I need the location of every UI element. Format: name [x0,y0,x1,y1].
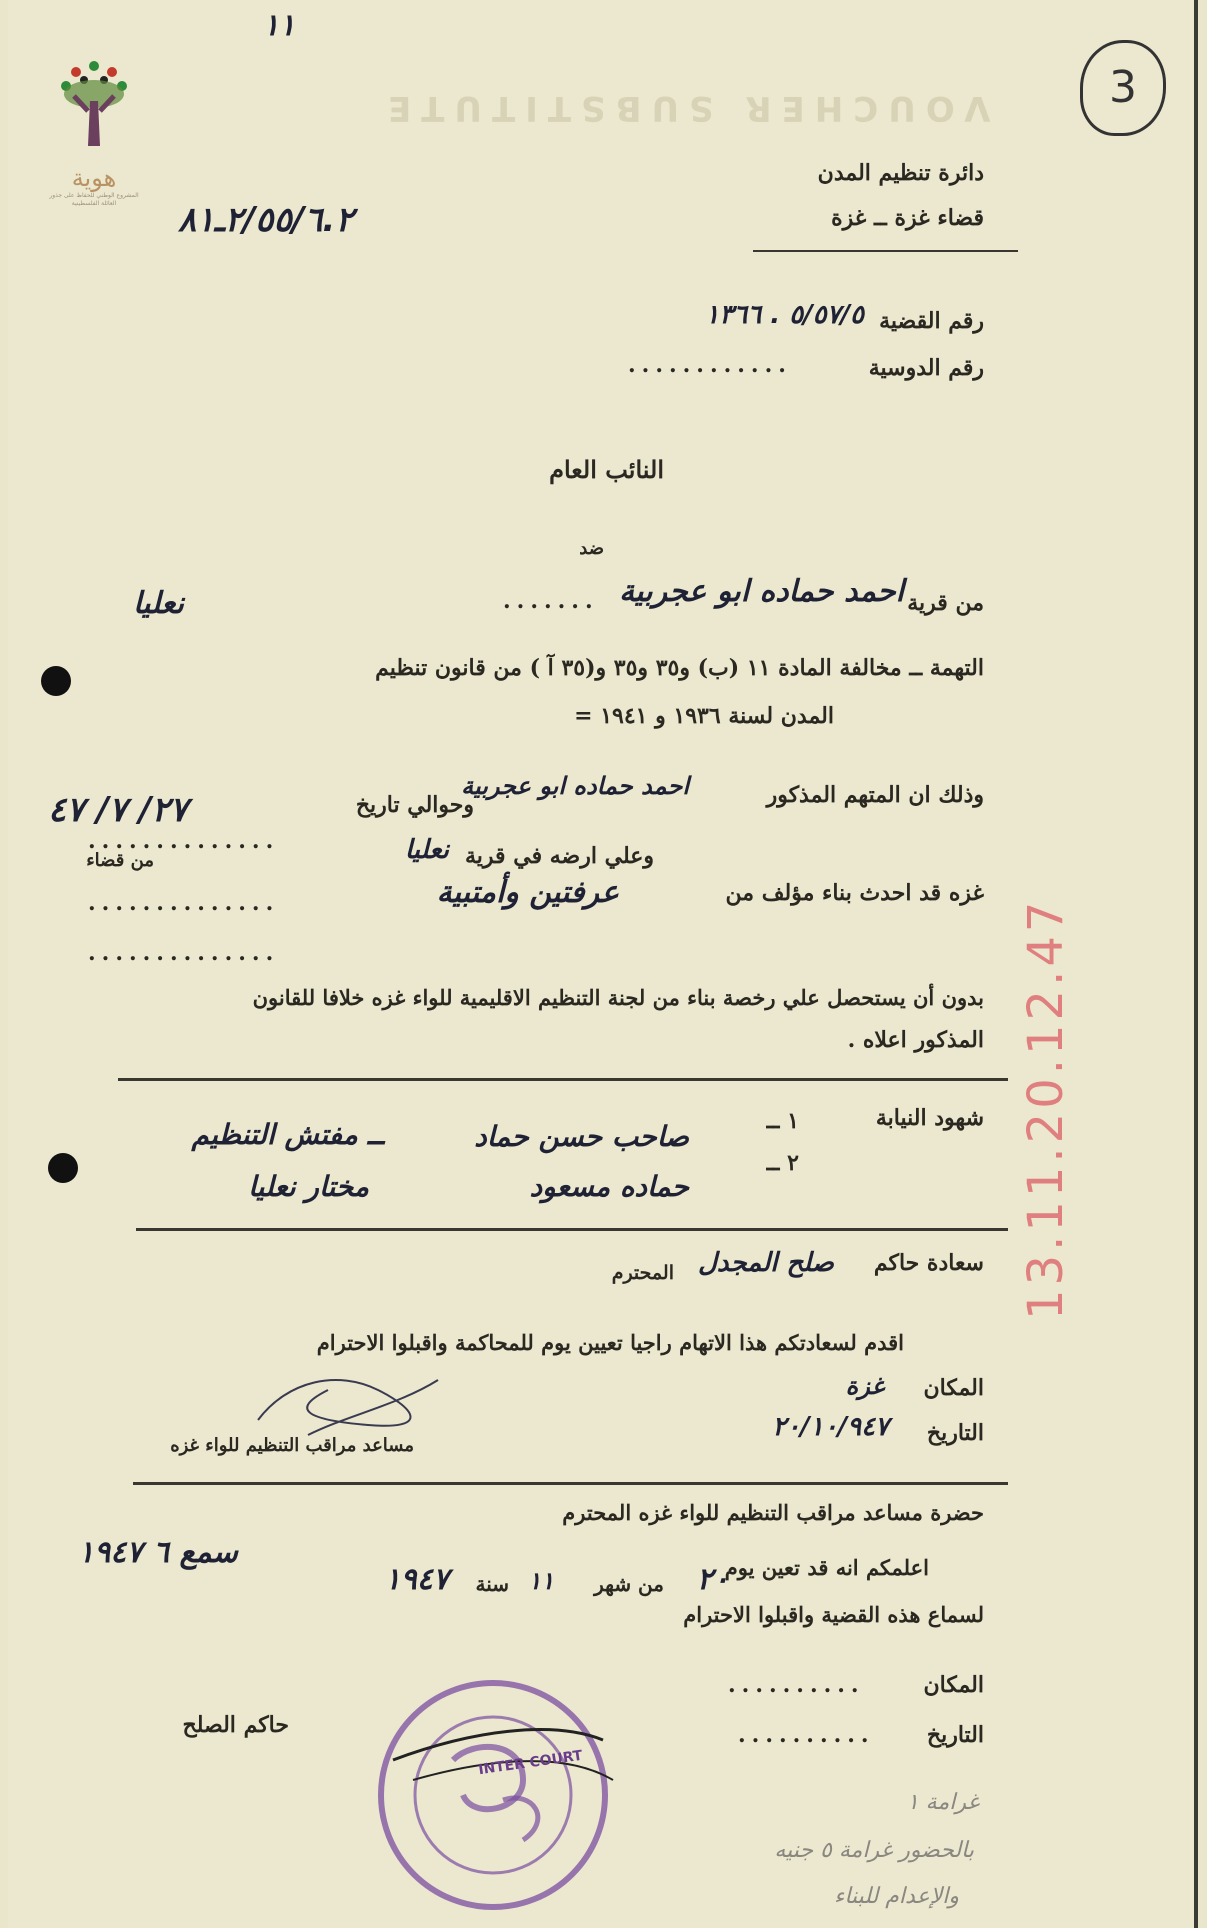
reply-signer: حاكم الصلح [182,1712,289,1738]
logo-subtitle: المشروع الوطني للحفاظ على جذور العائلة الفلسطينية [49,192,139,207]
details-line-3-prefix: غزه قد احدث بناء مؤلف من [725,880,984,906]
details-line-4: بدون أن يستحصل علي رخصة بناء من لجنة التنظيم الاقليمية للواء غزه خلافا للقانون [252,985,984,1010]
witness-1-name: صاحب حسن حماد [474,1120,689,1153]
details-dots-1: .............. [88,828,280,854]
reply-place-label: المكان [923,1672,984,1698]
file-number-label: رقم الدوسية [868,355,984,381]
top-hand-mark: ١١ [263,8,296,43]
request-date-value: ٢٠/١٠/٩٤٧ [772,1412,889,1442]
reply-month-label: من شهر [594,1572,664,1596]
details-line-2-prefix: وعلي ارضه في قرية [465,843,654,869]
tree-logo-icon [54,56,134,156]
pencil-note-3: والإعدام للبناء [834,1884,959,1909]
details-line-1-suffix: وحوالي تاريخ [355,792,474,818]
request-addressee-hand: صلح المجدل [697,1248,834,1278]
witness-1-number: ١ ــ [766,1108,799,1134]
against-label: ضد [579,538,604,559]
pencil-note-2: بالحضور غرامة ٥ جنيه [774,1838,974,1863]
request-place-label: المكان [923,1375,984,1401]
details-line-1-prefix: وذلك ان المتهم المذكور [766,782,984,808]
witness-2-role: مختار نعليا [248,1170,369,1203]
seal-text: INTER COURT [477,1747,584,1779]
details-line-2-suffix: من قضاء [86,850,154,871]
reply-hand-note: سمع ٦ ١٩٤٧ [78,1535,238,1570]
reply-place-dots: .......... [728,1672,865,1698]
reply-date-label: التاريخ [926,1722,984,1748]
request-addressee-suffix: المحترم [611,1262,674,1284]
district-title: قضاء غزة ــ غزة [831,205,984,231]
logo-name: هوية [71,164,117,192]
pencil-note-1: غرامة ١ [906,1790,979,1815]
voucher-watermark: VOUCHER SUBSTITUTE [378,88,991,128]
request-signer: مساعد مراقب التنظيم للواء غزه [170,1435,414,1456]
file-number-dots: ............ [628,352,792,378]
reply-body-prefix: اعلمكم انه قد تعين يوم [724,1555,929,1580]
department-title: دائرة تنظيم المدن [817,160,984,186]
case-number-value: ٥/٥٧/٥ . ١٣٦٦ [705,300,864,330]
witness-2-name: حماده مسعود [529,1170,689,1203]
accused-leading-dots: ....... [503,588,599,614]
witness-1-role: ــ مفتش التنظيم [191,1118,384,1151]
reply-closing: لسماع هذه القضية واقبلوا الاحترام [683,1602,984,1627]
details-line-5: المذكور اعلاه . [847,1027,984,1053]
reply-year-label: سنة [475,1572,509,1596]
accused-name: احمد حماده ابو عجربية [619,574,904,609]
request-date-label: التاريخ [926,1420,984,1446]
charge-line-1: التهمة ــ مخالفة المادة ١١ (ب) و٣٥ و٣٥ و(٣٥ آ ) من قانون تنظيم [375,655,984,681]
punch-hole-bottom [48,1153,78,1183]
page-number-mark: 3 [1080,40,1166,136]
reply-month: ١١ [528,1567,554,1595]
offense-date: ٢٧/ ٧/ ٤٧ [48,790,188,830]
document-page [8,0,1198,1928]
request-addressee: سعادة حاكم [873,1250,984,1276]
request-divider [133,1482,1008,1485]
reply-addressee: حضرة مساعد مراقب التنظيم للواء غزه المحترم [562,1500,984,1525]
punch-hole-top [41,666,71,696]
details-accused-name: احمد حماده ابو عجربية [461,772,689,800]
details-village: نعليا [404,835,449,865]
witness-2-number: ٢ ــ [766,1150,799,1176]
details-divider [118,1078,1008,1081]
details-dots-3: .............. [88,940,280,966]
signature-scribble [248,1360,448,1450]
hawiya-logo [46,56,142,216]
request-body: اقدم لسعادتكم هذا الاتهام راجيا تعيين يوم للمحاكمة واقبلوا الاحترام [316,1330,904,1355]
witnesses-label: شهود النيابة [875,1105,984,1131]
request-place-value: غزة [845,1372,884,1400]
reply-day: ٢٠ [696,1562,729,1597]
document-title: النائب العام [549,455,664,484]
charge-line-2: المدن لسنة ١٩٣٦ و ١٩٤١ = [574,703,834,729]
building-description: عرفتين وأمتبية [436,875,619,910]
details-dots-2: .............. [88,890,280,916]
case-number-label: رقم القضية [879,308,984,334]
village-label: من قرية [907,590,984,616]
handwritten-date: ٢/٥٥/٦.٢ـ٨١ [178,200,354,240]
reply-date-dots: .......... [738,1722,875,1748]
side-date-stamp: 13.11.20.12.47 [1018,897,1074,1320]
reply-year: ١٩٤٧ [384,1562,449,1597]
court-seal-stamp [353,1670,633,1920]
accused-village: نعليا [133,586,184,621]
witnesses-divider [136,1228,1008,1231]
header-divider [753,250,1018,252]
